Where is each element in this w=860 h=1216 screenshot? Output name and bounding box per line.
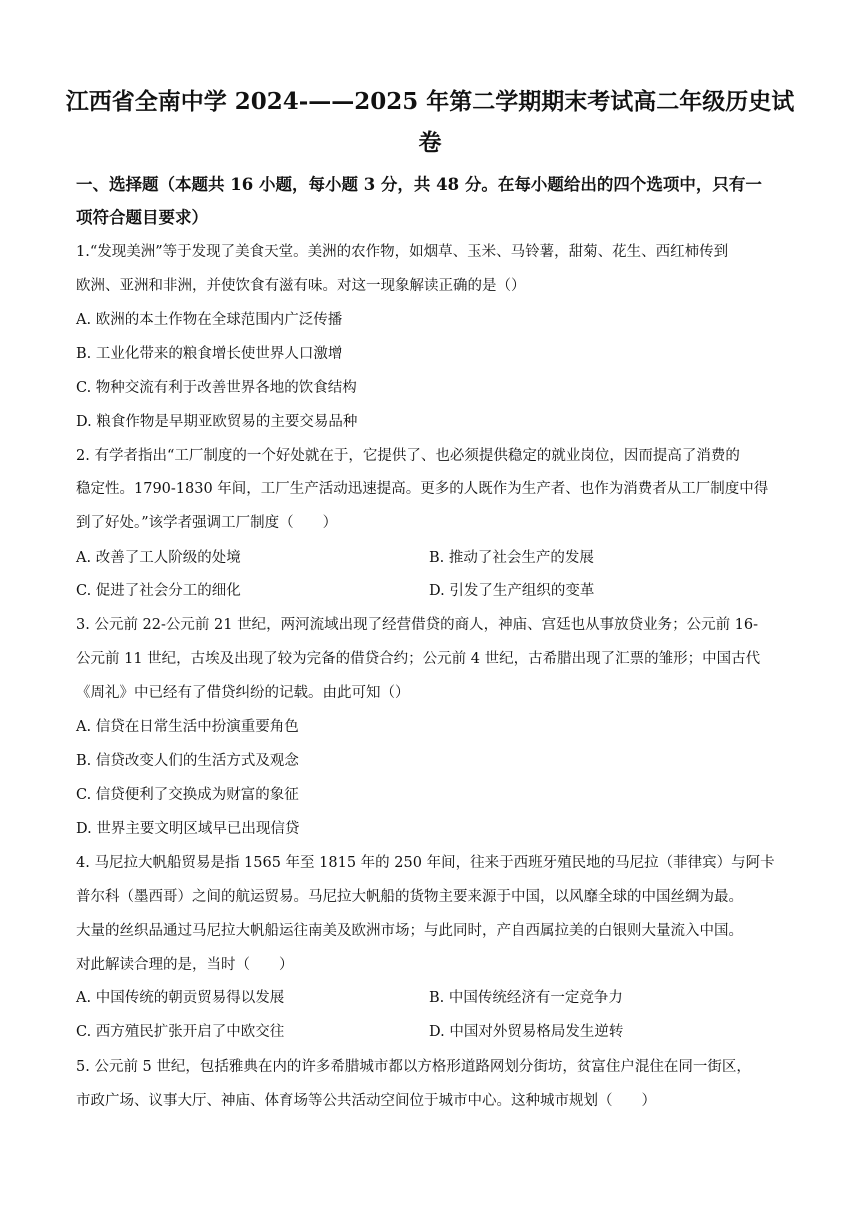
question-1-option-a: A. 欧洲的本土作物在全球范围内广泛传播 [76, 312, 343, 328]
question-4-stem-line-1: 4. 马尼拉大帆船贸易是指 1565 年至 1815 年的 250 年间，往来于西班牙殖民地的马尼拉（菲律宾）与阿卡 [76, 855, 775, 871]
question-5-stem-line-2: 市政广场、议事大厅、神庙、体育场等公共活动空间位于城市中心。这种城市规划（ ） [76, 1093, 656, 1109]
question-4-stem-line-3: 大量的丝织品通过马尼拉大帆船运往南美及欧洲市场；与此同时，产自西属拉美的白银则大量流入中国。 [76, 923, 743, 939]
exam-title-line-2: 卷 [418, 129, 442, 156]
question-3-option-a: A. 信贷在日常生活中扮演重要角色 [76, 719, 299, 735]
question-1-option-b: B. 工业化带来的粮食增长使世界人口激增 [76, 346, 343, 362]
question-3-stem-line-1: 3. 公元前 22-公元前 21 世纪，两河流域出现了经营借贷的商人，神庙、宫廷也从事放贷业务；公元前 16- [76, 617, 759, 633]
question-3-option-b: B. 信贷改变人们的生活方式及观念 [76, 753, 299, 769]
question-2-option-a: A. 改善了工人阶级的处境 [76, 550, 241, 566]
question-3-option-c: C. 信贷便利了交换成为财富的象征 [76, 787, 299, 803]
question-5-stem-line-1: 5. 公元前 5 世纪，包括雅典在内的许多希腊城市都以方格形道路网划分街坊，贫富住户混住在同一街区， [76, 1059, 751, 1075]
question-4-stem-line-4: 对此解读合理的是，当时（ ） [76, 957, 294, 973]
question-2-stem-line-1: 2. 有学者指出“工厂制度的一个好处就在于，它提供了、也必须提供稳定的就业岗位，因而提高了消费的 [76, 448, 740, 464]
question-2-option-c: C. 促进了社会分工的细化 [76, 583, 241, 599]
question-1-stem-line-2: 欧洲、亚洲和非洲，并使饮食有滋有味。对这一现象解读正确的是（） [76, 278, 526, 294]
question-4-option-a: A. 中国传统的朝贡贸易得以发展 [76, 990, 285, 1006]
question-1-option-c: C. 物种交流有利于改善世界各地的饮食结构 [76, 380, 357, 396]
question-4-option-c: C. 西方殖民扩张开启了中欧交往 [76, 1024, 285, 1040]
question-4-option-d: D. 中国对外贸易格局发生逆转 [429, 1024, 624, 1040]
section-heading-line-2: 项符合题目要求） [76, 208, 208, 227]
question-2-option-b: B. 推动了社会生产的发展 [429, 550, 594, 566]
question-2-stem-line-3: 到了好处。”该学者强调工厂制度（ ） [76, 515, 338, 531]
exam-title-line-1: 江西省全南中学 2024-——2025 年第二学期期末考试高二年级历史试 [65, 88, 795, 115]
question-3-stem-line-3: 《周礼》中已经有了借贷纠纷的记载。由此可知（） [76, 685, 410, 701]
question-1-stem-line-1: 1.“发现美洲”等于发现了美食天堂。美洲的农作物，如烟草、玉米、马铃薯，甜菊、花生、西红柿传到 [76, 244, 729, 260]
section-heading-line-1: 一、选择题（本题共 16 小题，每小题 3 分，共 48 分。在每小题给出的四个选项中，只有一 [76, 175, 762, 194]
question-4-option-b: B. 中国传统经济有一定竞争力 [429, 990, 623, 1006]
question-3-option-d: D. 世界主要文明区域早已出现信贷 [76, 821, 300, 837]
question-3-stem-line-2: 公元前 11 世纪，古埃及出现了较为完备的借贷合约；公元前 4 世纪，古希腊出现了汇票的雏形；中国古代 [76, 651, 761, 667]
question-4-stem-line-2: 普尔科（墨西哥）之间的航运贸易。马尼拉大帆船的货物主要来源于中国，以风靡全球的中国丝绸为最。 [76, 889, 743, 905]
question-2-stem-line-2: 稳定性。1790-1830 年间，工厂生产活动迅速提高。更多的人既作为生产者、也作为消费者从工厂制度中得 [76, 481, 769, 497]
question-2-option-d: D. 引发了生产组织的变革 [429, 583, 595, 599]
question-1-option-d: D. 粮食作物是早期亚欧贸易的主要交易品种 [76, 414, 358, 430]
